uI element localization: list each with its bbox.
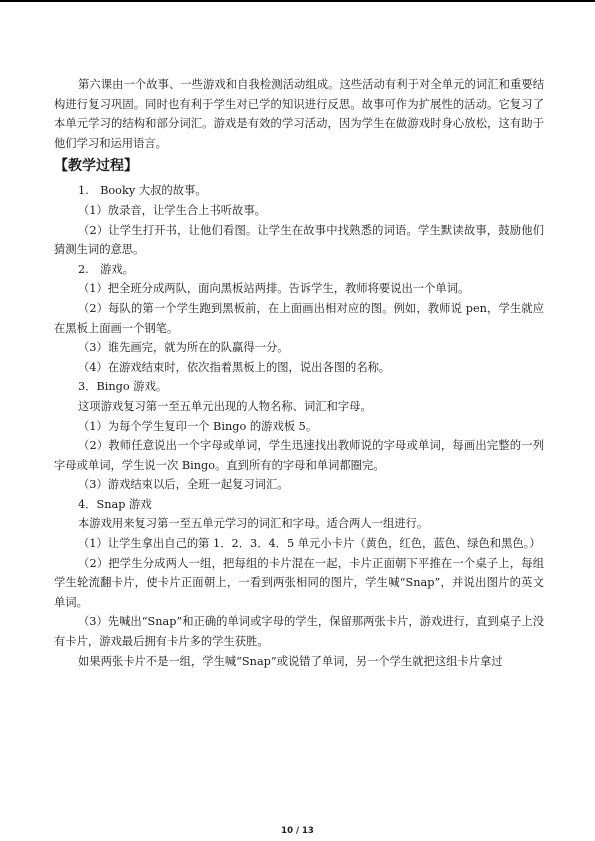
section-heading: 【教学过程】 [54,158,138,175]
paragraph-11: （1）为每个学生复印一个 Bingo 的游戏板 5。 [78,419,318,433]
paragraph-3: （2）让学生打开书，让他们看图。让学生在故事中找熟悉的词语。学生默读故事，鼓励他们猜测生词的意思。 [54,223,544,257]
page-number: 10 / 13 [281,826,314,836]
paragraph-13: （3）游戏结束以后，全班一起复习词汇。 [78,478,289,492]
document-body [54,75,544,671]
paragraph-5: （1）把全班分成两队，面向黑板站两排。告诉学生，教师将要说出一个单词。 [78,282,470,296]
intro-paragraph: 第六课由一个故事、一些游戏和自我检测活动组成。这些活动有利于对全单元的词汇和重要结构进行复习巩固。同时也有利于学生对已学的知识进行反思。故事可作为扩展性的活动。它复习了本单元学习的结构和部分词汇。游戏是有效的学习活动，因为学生在做游戏时身心放松，这有助于他们学习和运用语言。 [54,78,544,150]
paragraph-14: 4．Snap 游戏 [78,497,152,511]
paragraph-7: （3）谁先画完，就为所在的队赢得一分。 [78,341,289,355]
paragraph-16: （1）让学生拿出自己的第 1．2．3．4．5 单元小卡片（黄色，红色，蓝色、绿色和黑色。） [78,537,541,551]
paragraph-1: 1. Booky 大叔的故事。 [78,184,207,198]
paragraph-19: 如果两张卡片不是一组，学生喊“Snap”或说错了单词，另一个学生就把这组卡片拿过 [78,654,503,668]
paragraph-8: （4）在游戏结束时，依次指着黑板上的图，说出各图的名称。 [78,360,391,374]
paragraph-6: （2）每队的第一个学生跑到黑板前，在上面画出相对应的图。例如，教师说 pen，学生就应在黑板上面画一个钢笔。 [54,301,544,335]
paragraph-10: 这项游戏复习第一至五单元出现的人物名称、词汇和字母。 [78,399,372,413]
top-rule [0,0,595,2]
paragraph-4: 2. 游戏。 [78,262,134,276]
paragraph-9: 3．Bingo 游戏。 [78,380,168,394]
paragraph-18: （3）先喊出“Snap”和正确的单词或字母的学生，保留那两张卡片，游戏进行，直到桌子上没有卡片，游戏最后拥有卡片多的学生获胜。 [54,615,544,649]
paragraph-2: （1）放录音，让学生合上书听故事。 [78,203,266,217]
paragraph-15: 本游戏用来复习第一至五单元学习的词汇和字母。适合两人一组进行。 [78,517,429,531]
paragraph-12: （2）教师任意说出一个字母或单词，学生迅速找出教师说的字母或单词，每画出完整的一列字母或单词，学生说一次 Bingo。直到所有的字母和单词都圈完。 [54,439,544,472]
paragraph-17: （2）把学生分成两人一组，把每组的卡片混在一起，卡片正面朝下平推在一个桌子上，每组学生轮流翻卡片，使卡片正面朝上，一看到两张相同的图片，学生喊“Snap”，并说出图片的英文单词。 [54,556,544,609]
